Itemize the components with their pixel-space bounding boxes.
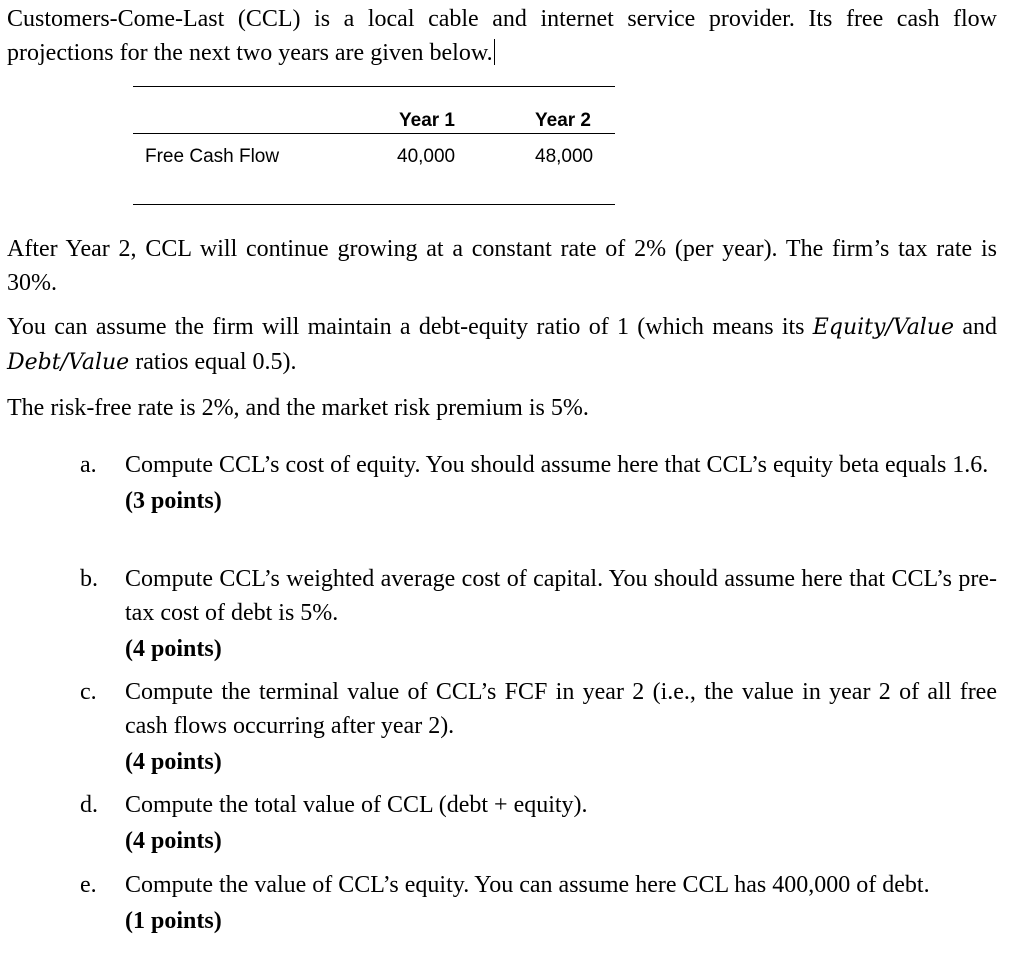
free-cash-flow-table <box>133 86 615 208</box>
question-b <box>80 562 997 666</box>
question-text: Compute the value of CCL’s equity. You can assume here CCL has 400,000 of debt. <box>125 872 930 898</box>
equity-value-term: Equity/Value <box>812 315 955 340</box>
table-top-rule <box>133 86 615 87</box>
question-text: Compute the terminal value of CCL’s FCF in year 2 (i.e., the value in year 2 of all free cash flows occurring after year 2). <box>125 679 997 739</box>
question-text: Compute CCL’s weighted average cost of capital. You should assume here that CCL’s pre-tax cost of debt is 5%. <box>125 566 997 626</box>
debt-value-term: Debt/Value <box>7 350 130 375</box>
question-letter: e. <box>80 872 97 898</box>
table-bottom-rule <box>133 204 615 205</box>
table-header-year-2: Year 2 <box>535 110 591 131</box>
table-row-label: Free Cash Flow <box>145 146 280 167</box>
intro-text: Customers-Come-Last (CCL) is a local cable and internet service provider. Its free cash flow projections for the next two years are given below. <box>7 6 997 66</box>
question-points: (3 points) <box>125 488 222 514</box>
question-points: (1 points) <box>125 908 222 934</box>
question-d <box>80 788 997 858</box>
riskfree-paragraph: The risk-free rate is 2%, and the market risk premium is 5%. <box>7 395 589 421</box>
question-letter: a. <box>80 452 97 478</box>
question-text: Compute the total value of CCL (debt + equity). <box>125 792 588 818</box>
question-c <box>80 675 997 779</box>
intro-paragraph <box>7 2 997 70</box>
growth-paragraph: After Year 2, CCL will continue growing at a constant rate of 2% (per year). The firm’s tax rate is 30%. <box>7 236 997 296</box>
text-cursor <box>494 39 495 65</box>
question-letter: b. <box>80 566 98 592</box>
question-points: (4 points) <box>125 749 222 775</box>
question-points: (4 points) <box>125 828 222 854</box>
table-value-year-2: 48,000 <box>535 146 594 167</box>
question-e <box>80 868 997 938</box>
question-a <box>80 448 997 518</box>
question-letter: d. <box>80 792 98 818</box>
ratio-paragraph <box>7 310 997 380</box>
table-header-rule <box>133 133 615 134</box>
ratio-text-before: You can assume the firm will maintain a debt-equity ratio of 1 (which means its <box>7 314 805 340</box>
question-points: (4 points) <box>125 636 222 662</box>
question-letter: c. <box>80 679 97 705</box>
question-text: Compute CCL’s cost of equity. You should assume here that CCL’s equity beta equals 1.6. <box>125 452 989 478</box>
ratio-text-and: and <box>962 314 997 340</box>
table-value-year-1: 40,000 <box>397 146 456 167</box>
ratio-text-after: ratios equal 0.5). <box>135 349 297 375</box>
table-header-year-1: Year 1 <box>399 110 455 131</box>
